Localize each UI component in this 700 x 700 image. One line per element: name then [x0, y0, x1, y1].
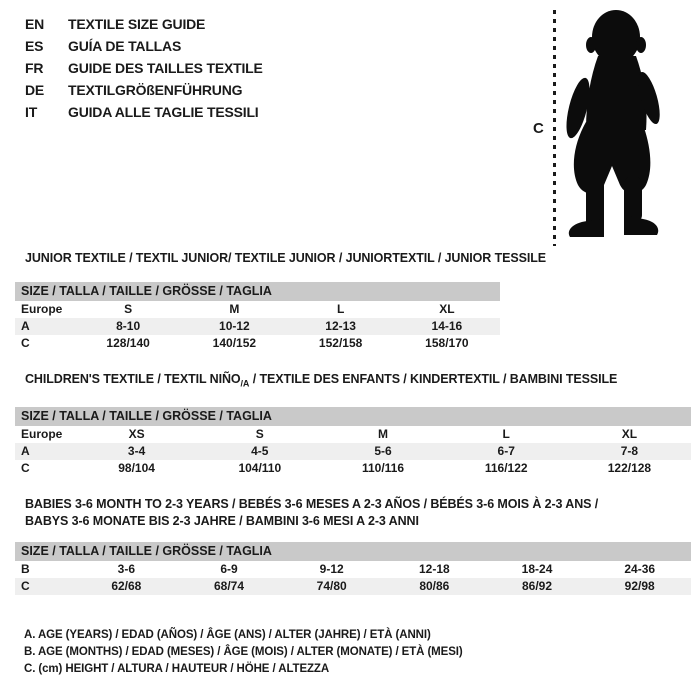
table-cell: M: [378, 426, 388, 441]
table-cell: 3-6: [117, 562, 135, 576]
table-cell: 8-10: [116, 319, 141, 333]
table-cell: S: [124, 302, 133, 316]
language-code: DE: [25, 82, 45, 98]
table-row: [15, 460, 691, 477]
table-cell: 152/158: [318, 336, 363, 350]
table-row: [15, 318, 500, 335]
table-cell: 12-18: [419, 562, 450, 576]
height-marker-label: C: [533, 120, 544, 137]
section-title-line1: BABIES 3-6 MONTH TO 2-3 YEARS / BEBÉS 3-6 MESES A 2-3 AÑOS / BÉBÉS 3-6 MOIS À 2-3 ANS /: [25, 497, 599, 511]
table-cell: 7-8: [620, 443, 639, 458]
table-cell: 4-5: [251, 443, 269, 458]
table-cell: 5-6: [374, 443, 392, 458]
table-cell: 10-12: [219, 319, 250, 333]
row-label: Europe: [21, 426, 63, 441]
table-row: [15, 578, 691, 595]
table-cell: 92/98: [624, 579, 655, 593]
language-title: TEXTILGRÖßENFÜHRUNG: [68, 82, 243, 98]
section-title-line2: BABYS 3-6 MONATE BIS 2-3 JAHRE / BAMBINI 3-6 MESI A 2-3 ANNI: [25, 514, 419, 528]
table-cell: XL: [621, 426, 638, 441]
section-babies-textile: [0, 496, 700, 595]
table-cell: 104/110: [238, 460, 282, 475]
row-label: A: [21, 319, 30, 333]
row-label: C: [21, 579, 30, 593]
row-label: Europe: [21, 302, 63, 316]
language-row-de: [25, 79, 263, 101]
section-title-subscript: /A: [240, 378, 250, 389]
footnote-b: B. AGE (MONTHS) / EDAD (MESES) / ÂGE (MOIS) / ALTER (MONATE) / ETÀ (MESI): [24, 646, 463, 658]
table-cell: 140/152: [212, 336, 257, 350]
table-size-header: SIZE / TALLA / TAILLE / GRÖSSE / TAGLIA: [15, 542, 691, 561]
table-cell: L: [502, 426, 510, 441]
table-cell: XS: [128, 426, 145, 441]
footnote-a: A. AGE (YEARS) / EDAD (AÑOS) / ÂGE (ANS) / ALTER (JAHRE) / ETÀ (ANNI): [24, 629, 431, 641]
table-cell: 12-13: [325, 319, 356, 333]
table-cell: 86/92: [522, 579, 553, 593]
table-cell: 9-12: [319, 562, 344, 576]
section-title: [25, 371, 700, 393]
table-cell: L: [336, 302, 345, 316]
section-title-text: / TEXTILE DES ENFANTS / KINDERTEXTIL / BAMBINI TESSILE: [249, 372, 618, 386]
language-title: TEXTILE SIZE GUIDE: [68, 16, 206, 32]
table-cell: 116/122: [484, 460, 528, 475]
section-title: [25, 250, 700, 267]
footnote-c: C. (cm) HEIGHT / ALTURA / HAUTEUR / HÖHE / ALTEZZA: [24, 663, 330, 675]
section-title-text: JUNIOR TEXTILE / TEXTIL JUNIOR/ TEXTILE JUNIOR / JUNIORTEXTIL / JUNIOR TESSILE: [25, 251, 546, 265]
table-cell: 74/80: [316, 579, 347, 593]
table-row: [15, 301, 500, 318]
table-cell: 68/74: [213, 579, 245, 593]
language-row-it: [25, 101, 263, 123]
row-label: C: [21, 336, 30, 350]
table-row: [15, 443, 691, 460]
language-code: FR: [25, 60, 44, 76]
table-size-header: SIZE / TALLA / TAILLE / GRÖSSE / TAGLIA: [15, 282, 500, 301]
language-code: IT: [25, 104, 38, 120]
row-label: A: [21, 443, 30, 458]
table-row: [15, 335, 500, 352]
baby-silhouette-icon: [560, 8, 666, 244]
table-cell: S: [255, 426, 264, 441]
row-label: B: [21, 562, 30, 576]
table-cell: 110/116: [361, 460, 405, 475]
table-cell: M: [229, 302, 240, 316]
table-cell: 14-16: [431, 319, 463, 333]
section-children-textile: [0, 371, 700, 477]
table-row: [15, 426, 691, 443]
table-cell: 6-9: [220, 562, 238, 576]
table-cell: 24-36: [624, 562, 656, 576]
language-title: GUÍA DE TALLAS: [68, 38, 182, 54]
table-cell: 3-4: [127, 443, 146, 458]
table-cell: 6-7: [497, 443, 515, 458]
junior-size-table: [15, 282, 500, 352]
table-row: [15, 561, 691, 578]
language-row-fr: [25, 57, 263, 79]
language-row-en: [25, 13, 263, 35]
table-cell: 158/170: [425, 336, 469, 350]
table-cell: 128/140: [106, 336, 150, 350]
language-title: GUIDE DES TAILLES TEXTILE: [68, 60, 263, 76]
footnote-legend: [24, 627, 463, 678]
row-label: C: [21, 460, 30, 475]
table-cell: 80/86: [419, 579, 450, 593]
language-code: ES: [25, 38, 44, 54]
section-junior-textile: [0, 250, 700, 352]
language-code: EN: [25, 16, 45, 32]
children-size-table: [15, 407, 691, 477]
section-title: [25, 496, 700, 530]
table-cell: 122/128: [607, 460, 652, 475]
table-cell: 62/68: [111, 579, 142, 593]
table-cell: 18-24: [521, 562, 553, 576]
language-row-es: [25, 35, 263, 57]
language-title: GUIDA ALLE TAGLIE TESSILI: [68, 104, 259, 120]
height-dashed-line: [553, 10, 556, 246]
babies-size-table: [15, 542, 691, 595]
table-cell: XL: [439, 302, 455, 316]
table-size-header: SIZE / TALLA / TAILLE / GRÖSSE / TAGLIA: [15, 407, 691, 426]
section-title-text: CHILDREN'S TEXTILE / TEXTIL NIÑO: [25, 372, 241, 386]
table-cell: 98/104: [118, 460, 155, 475]
language-list: [25, 13, 263, 123]
